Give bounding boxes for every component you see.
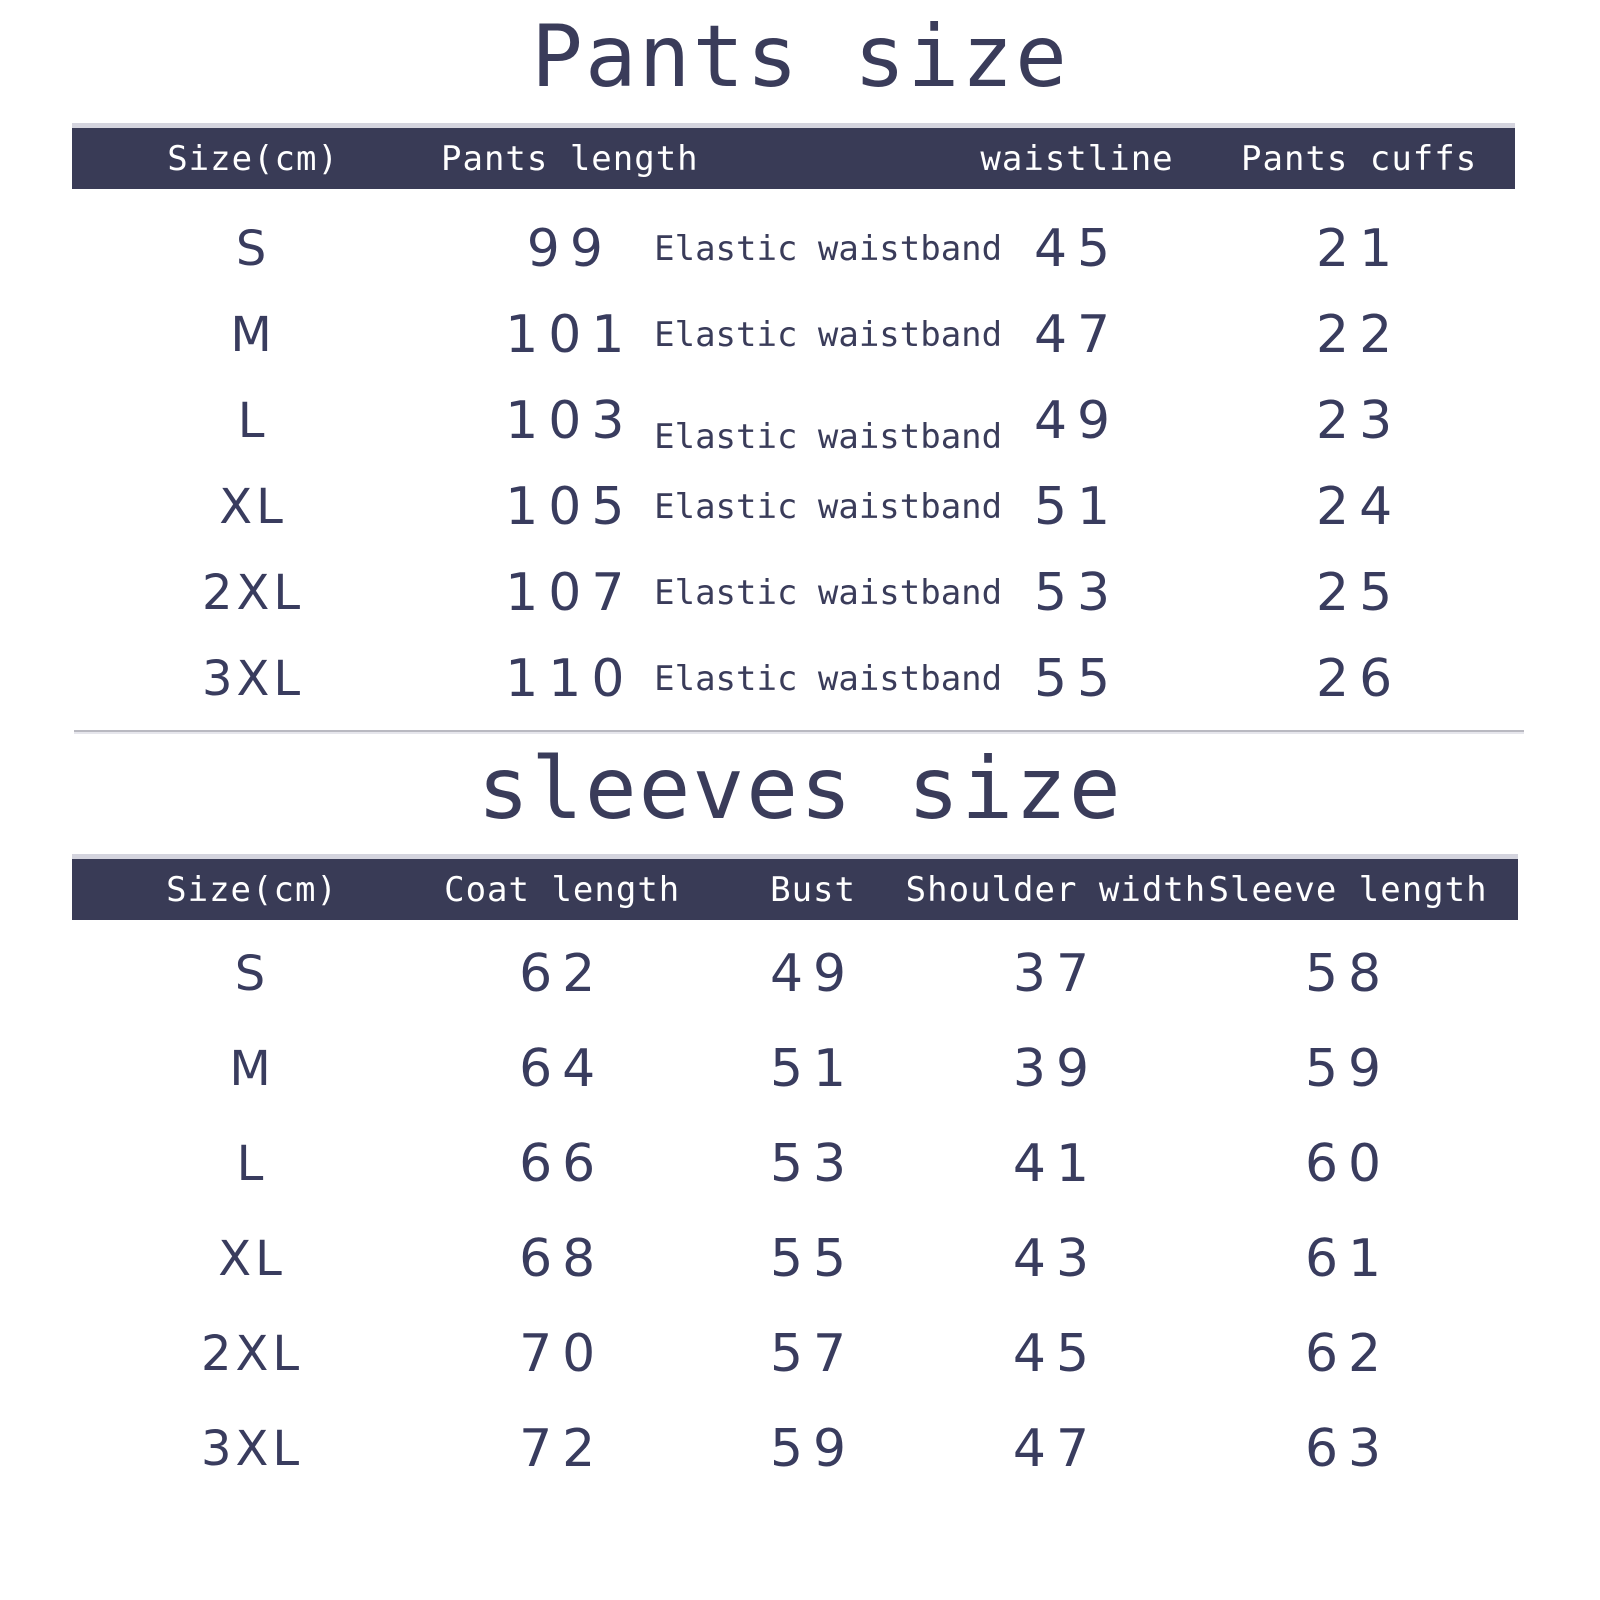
sleeves-header-coat-length: Coat length	[444, 869, 681, 910]
waistline-cell: 49	[1033, 391, 1121, 451]
waistline-cell: 51	[1033, 477, 1121, 537]
pants-header-length: Pants length	[441, 138, 699, 179]
pants-table-header-row	[72, 123, 1515, 189]
coat-length-cell: 66	[519, 1133, 606, 1194]
coat-length-cell: 70	[519, 1323, 606, 1384]
pants-length-cell: 101	[505, 305, 635, 365]
pants-cuffs-cell: 26	[1316, 649, 1403, 709]
waistband-note-cell: Elastic waistband	[654, 487, 1003, 527]
bust-cell: 51	[769, 1038, 857, 1099]
sleeves-header-bust: Bust	[770, 869, 856, 910]
waistband-note-cell: Elastic waistband	[654, 417, 1003, 457]
coat-length-cell: 62	[519, 943, 606, 1004]
shoulder-width-cell: 39	[1012, 1038, 1100, 1099]
pants-length-cell: 107	[505, 563, 635, 623]
pants-length-cell: 110	[505, 649, 635, 709]
sleeve-length-cell: 63	[1304, 1418, 1392, 1479]
waistband-note-cell: Elastic waistband	[654, 315, 1003, 355]
bust-cell: 59	[769, 1418, 857, 1479]
size-cell: L	[236, 1135, 268, 1192]
table-row	[72, 1021, 1518, 1116]
sleeves-table-header-row	[72, 854, 1518, 920]
pants-cuffs-cell: 24	[1316, 477, 1403, 537]
bust-cell: 57	[769, 1323, 857, 1384]
section-divider	[74, 730, 1524, 732]
table-row	[72, 1306, 1518, 1401]
sleeves-size-title: sleeves size	[477, 739, 1123, 839]
table-row	[72, 550, 1515, 636]
bust-cell: 55	[769, 1228, 857, 1289]
waistband-note-cell: Elastic waistband	[654, 229, 1003, 269]
table-row	[72, 926, 1518, 1021]
size-cell: L	[237, 393, 269, 449]
sleeve-length-cell: 60	[1304, 1133, 1392, 1194]
pants-length-cell: 103	[505, 391, 635, 451]
waistline-cell: 55	[1033, 649, 1121, 709]
table-row	[72, 378, 1515, 464]
pants-header-waistline: waistline	[980, 138, 1174, 179]
size-cell: 3XL	[200, 1420, 304, 1477]
waistband-note-cell: Elastic waistband	[654, 659, 1003, 699]
table-row	[72, 1401, 1518, 1496]
sleeves-header-shoulder-width: Shoulder width	[905, 869, 1207, 910]
shoulder-width-cell: 41	[1012, 1133, 1100, 1194]
size-cell: 2XL	[202, 565, 305, 621]
waistband-note-cell: Elastic waistband	[654, 573, 1003, 613]
pants-cuffs-cell: 25	[1316, 563, 1403, 623]
pants-cuffs-cell: 22	[1316, 305, 1403, 365]
table-row	[72, 292, 1515, 378]
shoulder-width-cell: 43	[1012, 1228, 1100, 1289]
table-row	[72, 206, 1515, 292]
waistline-cell: 47	[1033, 305, 1121, 365]
size-cell: S	[235, 221, 271, 277]
table-row	[72, 1211, 1518, 1306]
coat-length-cell: 72	[519, 1418, 606, 1479]
shoulder-width-cell: 37	[1012, 943, 1100, 1004]
coat-length-cell: 68	[519, 1228, 606, 1289]
pants-cuffs-cell: 21	[1316, 219, 1403, 279]
sleeves-header-size: Size(cm)	[166, 869, 338, 910]
size-cell: 3XL	[202, 651, 305, 707]
bust-cell: 49	[769, 943, 857, 1004]
table-row	[72, 1116, 1518, 1211]
sleeve-length-cell: 58	[1304, 943, 1392, 1004]
shoulder-width-cell: 47	[1012, 1418, 1100, 1479]
pants-header-cuffs: Pants cuffs	[1241, 138, 1478, 179]
sleeve-length-cell: 61	[1304, 1228, 1392, 1289]
waistline-cell: 53	[1033, 563, 1121, 623]
pants-table-body	[72, 188, 1515, 722]
size-cell: XL	[219, 479, 287, 535]
pants-header-size: Size(cm)	[167, 138, 339, 179]
shoulder-width-cell: 45	[1012, 1323, 1100, 1384]
waistline-cell: 45	[1033, 219, 1121, 279]
size-cell: S	[234, 945, 270, 1002]
sleeve-length-cell: 59	[1304, 1038, 1392, 1099]
sleeves-table-body	[72, 918, 1518, 1496]
table-row	[72, 636, 1515, 722]
size-cell: 2XL	[200, 1325, 304, 1382]
pants-header-empty	[705, 128, 950, 189]
size-cell: M	[229, 1040, 275, 1097]
pants-length-cell: 99	[526, 219, 613, 279]
pants-size-title: Pants size	[531, 7, 1069, 107]
size-cell: M	[230, 307, 276, 363]
pants-cuffs-cell: 23	[1316, 391, 1403, 451]
bust-cell: 53	[769, 1133, 857, 1194]
coat-length-cell: 64	[519, 1038, 606, 1099]
sleeves-header-sleeve-length: Sleeve length	[1208, 869, 1488, 910]
size-cell: XL	[218, 1230, 286, 1287]
sleeve-length-cell: 62	[1304, 1323, 1392, 1384]
pants-length-cell: 105	[505, 477, 635, 537]
